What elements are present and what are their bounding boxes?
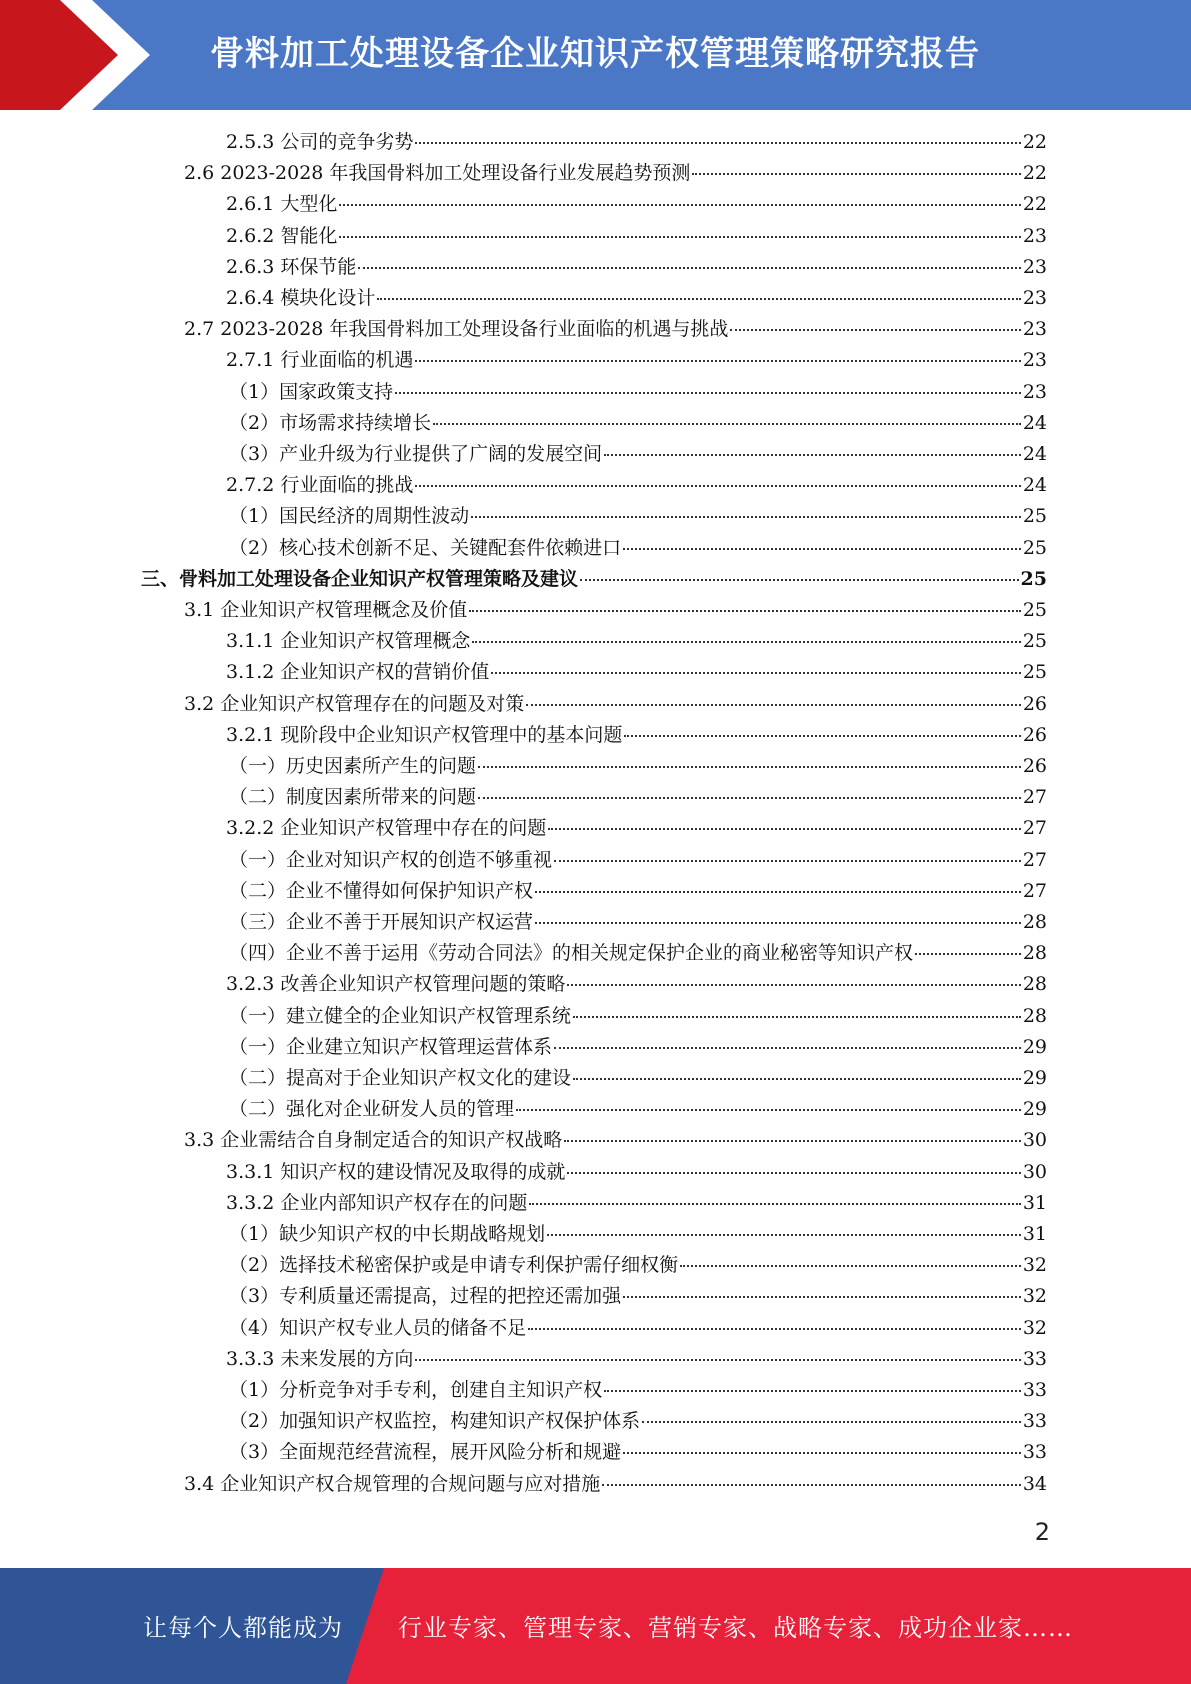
toc-entry[interactable] <box>226 1157 1047 1188</box>
toc-entry-page: 27 <box>1022 817 1047 840</box>
toc-entry[interactable] <box>229 1219 1047 1250</box>
toc-entry-page: 27 <box>1022 786 1047 809</box>
toc-entry-page: 25 <box>1022 536 1047 559</box>
toc-entry-page: 23 <box>1022 349 1047 372</box>
toc-entry-title: 三、骨料加工处理设备企业知识产权管理策略及建议 <box>141 567 579 590</box>
toc-dot-leader <box>535 922 1021 924</box>
toc-entry-page: 23 <box>1022 287 1047 309</box>
toc-entry-page: 27 <box>1022 879 1047 902</box>
toc-entry-page: 32 <box>1022 1285 1047 1308</box>
toc-entry-page: 24 <box>1022 443 1047 465</box>
toc-entry-page: 28 <box>1022 911 1047 933</box>
toc-entry-title: 2.6.3 环保节能 <box>226 255 357 278</box>
toc-dot-leader <box>730 329 1020 331</box>
toc-entry[interactable] <box>184 1469 1047 1500</box>
toc-entry[interactable] <box>229 501 1047 532</box>
toc-entry[interactable] <box>226 657 1047 688</box>
toc-entry-title: （二）提高对于企业知识产权文化的建设 <box>229 1067 572 1089</box>
toc-entry-title: 3.1.2 企业知识产权的营销价值 <box>226 661 490 684</box>
toc-dot-leader <box>602 1484 1021 1486</box>
toc-entry-title: （一）历史因素所产生的问题 <box>229 755 477 777</box>
toc-dot-leader <box>395 392 1021 394</box>
toc-entry-page: 23 <box>1022 255 1047 278</box>
toc-entry-title: （二）强化对企业研发人员的管理 <box>229 1098 515 1121</box>
toc-dot-leader <box>573 1078 1021 1080</box>
toc-entry-title: 3.3.2 企业内部知识产权存在的问题 <box>226 1191 528 1214</box>
toc-entry-title: （2）加强知识产权监控，构建知识产权保护体系 <box>229 1410 641 1433</box>
page-number: 2 <box>1034 1518 1050 1546</box>
toc-entry-page: 33 <box>1022 1410 1047 1433</box>
toc-entry[interactable] <box>229 1001 1047 1032</box>
toc-entry[interactable] <box>226 470 1047 501</box>
toc-entry-page: 27 <box>1022 848 1047 871</box>
toc-entry-title: 3.3 企业需结合自身制定适合的知识产权战略 <box>184 1129 563 1152</box>
toc-entry[interactable] <box>226 626 1047 657</box>
toc-entry[interactable] <box>184 595 1047 626</box>
toc-dot-leader <box>528 1328 1021 1330</box>
toc-dot-leader <box>478 797 1021 799</box>
toc-entry-title: （一）企业建立知识产权管理运营体系 <box>229 1035 553 1058</box>
toc-dot-leader <box>580 579 1019 581</box>
toc-entry[interactable] <box>226 720 1047 751</box>
toc-dot-leader <box>491 672 1020 674</box>
toc-entry-page: 25 <box>1022 630 1047 653</box>
toc-entry[interactable] <box>184 1125 1047 1156</box>
toc-entry-title: （3）专利质量还需提高，过程的把控还需加强 <box>229 1285 622 1308</box>
toc-entry-page: 29 <box>1022 1035 1047 1058</box>
toc-entry-page: 33 <box>1022 1379 1047 1401</box>
toc-dot-leader <box>471 516 1021 518</box>
toc-entry[interactable] <box>226 252 1047 283</box>
toc-entry[interactable] <box>226 345 1047 376</box>
toc-dot-leader <box>548 828 1020 830</box>
toc-entry-title: 2.6.2 智能化 <box>226 224 338 247</box>
toc-dot-leader <box>547 1234 1021 1236</box>
toc-entry-page: 25 <box>1020 567 1047 590</box>
toc-dot-leader <box>377 298 1020 300</box>
toc-entry-page: 28 <box>1022 973 1047 996</box>
toc-dot-leader <box>358 267 1020 269</box>
toc-entry-page: 33 <box>1022 1441 1047 1464</box>
toc-dot-leader <box>516 1109 1021 1111</box>
toc-entry-title: （一）企业对知识产权的创造不够重视 <box>229 848 553 871</box>
toc-entry[interactable] <box>229 408 1047 439</box>
toc-entry-title: 3.1.1 企业知识产权管理概念 <box>226 630 471 653</box>
toc-entry[interactable] <box>229 782 1047 813</box>
toc-entry-page: 30 <box>1022 1160 1047 1183</box>
toc-entry-title: （2）市场需求持续增长 <box>229 411 432 434</box>
toc-entry[interactable] <box>226 969 1047 1000</box>
toc-entry-title: 2.5.3 公司的竞争劣势 <box>226 131 414 153</box>
toc-entry-title: （1）国家政策支持 <box>229 380 394 403</box>
toc-entry[interactable] <box>229 439 1047 470</box>
toc-entry-page: 33 <box>1022 1347 1047 1370</box>
toc-entry[interactable] <box>229 1250 1047 1281</box>
toc-entry-title: （2）核心技术创新不足、关键配套件依赖进口 <box>229 536 622 559</box>
toc-entry[interactable] <box>226 283 1047 314</box>
toc-entry-page: 34 <box>1022 1472 1047 1495</box>
toc-entry-page: 28 <box>1022 1004 1047 1027</box>
toc-dot-leader <box>567 1172 1020 1174</box>
toc-entry-title: 2.6 2023-2028 年我国骨料加工处理设备行业发展趋势预测 <box>184 162 691 185</box>
toc-entry-title: （1）缺少知识产权的中长期战略规划 <box>229 1223 546 1245</box>
toc-entry[interactable] <box>229 1406 1047 1437</box>
toc-dot-leader <box>567 984 1020 986</box>
toc-dot-leader <box>415 1359 1020 1361</box>
toc-dot-leader <box>339 236 1020 238</box>
toc-entry-title: （4）知识产权专业人员的储备不足 <box>229 1316 527 1339</box>
toc-entry[interactable] <box>229 1063 1047 1094</box>
toc-entry[interactable] <box>184 314 1047 345</box>
toc-entry[interactable] <box>229 1375 1047 1406</box>
toc-entry-page: 26 <box>1022 692 1047 715</box>
toc-entry-page: 32 <box>1022 1254 1047 1277</box>
toc-entry-title: （四）企业不善于运用《劳动合同法》的相关规定保护企业的商业秘密等知识产权 <box>229 942 914 965</box>
toc-dot-leader <box>478 766 1021 768</box>
toc-entry[interactable] <box>184 158 1047 189</box>
toc-dot-leader <box>642 1421 1021 1423</box>
toc-dot-leader <box>526 704 1021 706</box>
toc-entry-title: （二）企业不懂得如何保护知识产权 <box>229 879 534 902</box>
toc-dot-leader <box>554 1047 1021 1049</box>
toc-entry-page: 31 <box>1022 1223 1047 1245</box>
toc-entry-page: 22 <box>1022 193 1047 216</box>
toc-dot-leader <box>623 1296 1021 1298</box>
toc-dot-leader <box>624 735 1020 737</box>
toc-dot-leader <box>564 1140 1021 1142</box>
toc-entry-page: 24 <box>1022 474 1047 497</box>
footer-slogan-right: 行业专家、管理专家、营销专家、战略专家、成功企业家…… <box>398 1614 1073 1642</box>
toc-entry-page: 31 <box>1022 1191 1047 1214</box>
toc-entry-title: 3.4 企业知识产权合规管理的合规问题与应对措施 <box>184 1472 601 1495</box>
toc-entry-page: 26 <box>1022 755 1047 777</box>
toc-entry-page: 26 <box>1022 723 1047 746</box>
toc-entry-title: （一）建立健全的企业知识产权管理系统 <box>229 1004 572 1027</box>
toc-entry[interactable] <box>229 1281 1047 1312</box>
toc-entry-title: （二）制度因素所带来的问题 <box>229 786 477 809</box>
toc-entry-title: （1）国民经济的周期性波动 <box>229 505 470 528</box>
toc-entry-title: 3.2.3 改善企业知识产权管理问题的策略 <box>226 973 566 996</box>
report-footer <box>0 1568 1191 1684</box>
toc-entry-title: 3.3.3 未来发展的方向 <box>226 1347 414 1370</box>
toc-entry-page: 32 <box>1022 1316 1047 1339</box>
toc-dot-leader <box>680 1265 1021 1267</box>
toc-entry[interactable] <box>226 1344 1047 1375</box>
toc-entry-page: 30 <box>1022 1129 1047 1152</box>
toc-entry-title: 2.6.4 模块化设计 <box>226 287 376 309</box>
toc-entry[interactable] <box>229 876 1047 907</box>
toc-entry[interactable] <box>229 938 1047 969</box>
toc-entry-title: （3）全面规范经营流程，展开风险分析和规避 <box>229 1441 622 1464</box>
toc-dot-leader <box>573 1016 1021 1018</box>
toc-entry-title: 2.6.1 大型化 <box>226 193 338 216</box>
toc-entry-title: （1）分析竞争对手专利，创建自主知识产权 <box>229 1379 603 1401</box>
toc-dot-leader <box>415 142 1020 144</box>
toc-entry[interactable] <box>229 1032 1047 1063</box>
footer-slogan-left: 让每个人都能成为 <box>143 1614 343 1642</box>
toc-entry[interactable] <box>226 813 1047 844</box>
toc-entry-page: 24 <box>1022 411 1047 434</box>
toc-entry-page: 25 <box>1022 505 1047 528</box>
toc-entry-page: 25 <box>1022 661 1047 684</box>
toc-dot-leader <box>415 485 1020 487</box>
toc-entry[interactable] <box>226 1188 1047 1219</box>
toc-entry-page: 22 <box>1022 162 1047 185</box>
toc-entry[interactable] <box>184 689 1047 720</box>
toc-entry-page: 25 <box>1022 599 1047 621</box>
toc-entry[interactable] <box>226 127 1047 158</box>
toc-entry-title: 3.2 企业知识产权管理存在的问题及对策 <box>184 692 525 715</box>
toc-entry-title: 3.2.1 现阶段中企业知识产权管理中的基本问题 <box>226 723 623 746</box>
toc-entry[interactable] <box>229 845 1047 876</box>
toc-entry[interactable] <box>229 1094 1047 1125</box>
toc-entry-title: 3.1 企业知识产权管理概念及价值 <box>184 599 468 621</box>
toc-entry-page: 29 <box>1022 1098 1047 1121</box>
toc-entry-page: 29 <box>1022 1067 1047 1089</box>
toc-entry[interactable] <box>141 564 1047 595</box>
toc-dot-leader <box>535 891 1021 893</box>
toc-dot-leader <box>469 610 1021 612</box>
toc-entry[interactable] <box>226 221 1047 252</box>
toc-dot-leader <box>433 423 1021 425</box>
toc-entry[interactable] <box>229 533 1047 564</box>
toc-dot-leader <box>472 641 1020 643</box>
toc-entry[interactable] <box>229 907 1047 938</box>
toc-dot-leader <box>604 1390 1021 1392</box>
toc-entry[interactable] <box>229 1437 1047 1468</box>
toc-dot-leader <box>692 173 1020 175</box>
toc-entry-page: 23 <box>1022 224 1047 247</box>
toc-entry[interactable] <box>229 751 1047 782</box>
toc-entry-title: 3.2.2 企业知识产权管理中存在的问题 <box>226 817 547 840</box>
toc-entry-title: 2.7 2023-2028 年我国骨料加工处理设备行业面临的机遇与挑战 <box>184 318 729 341</box>
toc-entry-page: 23 <box>1022 318 1047 341</box>
toc-dot-leader <box>529 1203 1020 1205</box>
report-header <box>0 0 1191 110</box>
toc-entry-title: （三）企业不善于开展知识产权运营 <box>229 911 534 933</box>
toc-entry[interactable] <box>226 189 1047 220</box>
toc-entry-page: 22 <box>1022 131 1047 153</box>
toc-dot-leader <box>339 204 1020 206</box>
report-title: 骨料加工处理设备企业知识产权管理策略研究报告 <box>210 34 980 74</box>
toc-entry-page: 28 <box>1022 942 1047 965</box>
toc-dot-leader <box>415 360 1020 362</box>
toc-entry[interactable] <box>229 1313 1047 1344</box>
toc-dot-leader <box>623 1452 1021 1454</box>
toc-entry-title: 2.7.2 行业面临的挑战 <box>226 474 414 497</box>
toc-dot-leader <box>623 548 1021 550</box>
toc-dot-leader <box>915 953 1021 955</box>
toc-entry[interactable] <box>229 377 1047 408</box>
toc-entry-title: 3.3.1 知识产权的建设情况及取得的成就 <box>226 1160 566 1183</box>
toc-dot-leader <box>604 454 1021 456</box>
toc-entry-title: （2）选择技术秘密保护或是申请专利保护需仔细权衡 <box>229 1254 679 1277</box>
toc-entry-title: （3）产业升级为行业提供了广阔的发展空间 <box>229 443 603 465</box>
toc-entry-title: 2.7.1 行业面临的机遇 <box>226 349 414 372</box>
toc-entry-page: 23 <box>1022 380 1047 403</box>
toc-dot-leader <box>554 860 1021 862</box>
